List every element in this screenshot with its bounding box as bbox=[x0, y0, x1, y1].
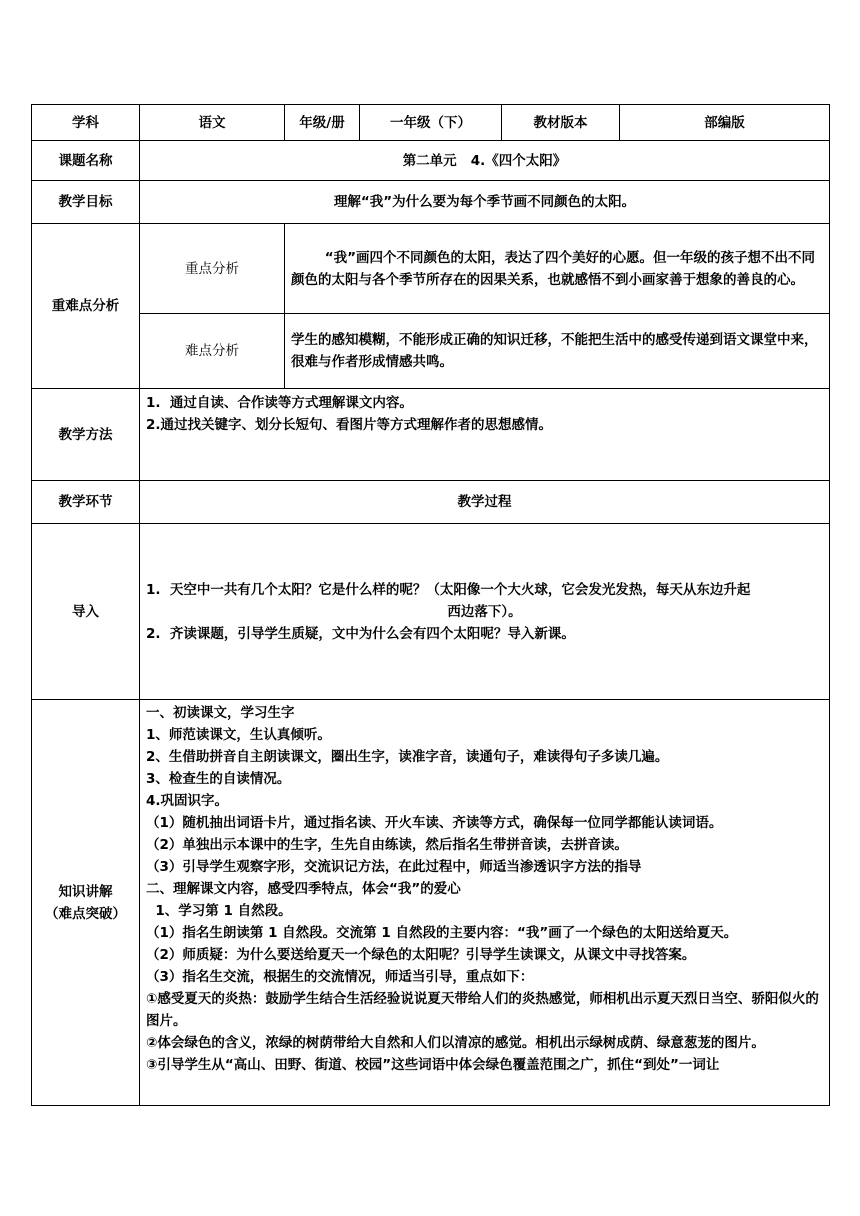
method-label: 教学方法 bbox=[32, 389, 140, 481]
key-analysis-label: 重点分析 bbox=[140, 224, 285, 314]
intro-line-1: 1. 天空中一共有几个太阳？它是什么样的呢？（太阳像一个大火球，它会发光发热，每天从东边升起 bbox=[146, 581, 751, 598]
knowledge-row bbox=[32, 700, 830, 1106]
knowledge-line-10: 1、学习第 1 自然段。 bbox=[146, 903, 292, 919]
knowledge-sublabel: （难点突破） bbox=[45, 905, 126, 922]
subject-label: 学科 bbox=[32, 105, 140, 141]
knowledge-line-2: 1、师范读课文，生认真倾听。 bbox=[146, 727, 331, 743]
process-value: 教学过程 bbox=[140, 481, 830, 524]
knowledge-line-7: （2）单独出示本课中的生字，生先自由练读，然后指名生带拼音读，去拼音读。 bbox=[146, 837, 628, 853]
edition-label: 教材版本 bbox=[502, 105, 620, 141]
header-row bbox=[32, 105, 830, 141]
subject-value: 语文 bbox=[140, 105, 285, 141]
method-line-1: 1. 通过自读、合作读等方式理解课文内容。 bbox=[146, 395, 413, 411]
key-analysis-cell bbox=[285, 224, 830, 314]
knowledge-line-6: （1）随机抽出词语卡片，通过指名读、开火车读、齐读等方式，确保每一位同学都能认读词语。 bbox=[146, 815, 723, 831]
knowledge-line-5: 4.巩固识字。 bbox=[146, 793, 229, 809]
knowledge-line-12: （2）师质疑：为什么要送给夏天一个绿色的太阳呢？引导学生读课文，从课文中寻找答案。 bbox=[146, 947, 696, 963]
knowledge-line-8: （3）引导学生观察字形，交流识记方法，在此过程中，师适当渗透识字方法的指导 bbox=[146, 859, 642, 875]
intro-line-2: 2. 齐读课题，引导学生质疑，文中为什么会有四个太阳呢？导入新课。 bbox=[146, 625, 575, 642]
knowledge-label-cell bbox=[32, 700, 140, 1106]
intro-line-1b: 西边落下）。 bbox=[447, 603, 522, 620]
hard-analysis-label: 难点分析 bbox=[140, 314, 285, 389]
edition-value: 部编版 bbox=[620, 105, 830, 141]
lesson-plan-table bbox=[31, 104, 830, 1106]
key-analysis-row bbox=[32, 224, 830, 314]
topic-value: 第二单元 4.《四个太阳》 bbox=[140, 141, 830, 181]
knowledge-line-9: 二、理解课文内容，感受四季特点，体会“我”的爱心 bbox=[146, 881, 461, 897]
knowledge-line-16: ③引导学生从“高山、田野、街道、校园”这些词语中体会绿色覆盖范围之广，抓住“到处”一词让 bbox=[146, 1057, 720, 1073]
intro-label: 导入 bbox=[32, 524, 140, 700]
knowledge-line-3: 2、生借助拼音自主朗读课文，圈出生字，读准字音，读通句子，难读得句子多读几遍。 bbox=[146, 749, 669, 765]
process-header-row bbox=[32, 481, 830, 524]
process-label: 教学环节 bbox=[32, 481, 140, 524]
intro-cell bbox=[140, 524, 830, 700]
knowledge-line-13: （3）指名生交流，根据生的交流情况，师适当引导，重点如下： bbox=[146, 969, 534, 985]
knowledge-line-11: （1）指名生朗读第 1 自然段。交流第 1 自然段的主要内容：“我”画了一个绿色的太阳送给夏天。 bbox=[146, 925, 738, 941]
knowledge-label: 知识讲解 bbox=[58, 883, 113, 900]
knowledge-line-1: 一、初读课文，学习生字 bbox=[146, 705, 295, 721]
method-cell bbox=[140, 389, 830, 481]
intro-row bbox=[32, 524, 830, 700]
method-row bbox=[32, 389, 830, 481]
knowledge-cell bbox=[140, 700, 830, 1106]
method-line-2: 2.通过找关键字、划分长短句、看图片等方式理解作者的思想感情。 bbox=[146, 417, 553, 433]
goal-row bbox=[32, 181, 830, 224]
key-analysis-text: “我”画四个不同颜色的太阳，表达了四个美好的心愿。但一年级的孩子想不出不同颜色的太阳与各个季节所存在的因果关系，也就感悟不到小画家善于想象的善良的心。 bbox=[291, 249, 815, 288]
goal-label: 教学目标 bbox=[32, 181, 140, 224]
grade-label: 年级/册 bbox=[285, 105, 360, 141]
knowledge-line-14: ①感受夏天的炎热：鼓励学生结合生活经验说说夏天带给人们的炎热感觉，师相机出示夏天烈日当空、骄阳似火的图片。 bbox=[146, 991, 819, 1029]
topic-label: 课题名称 bbox=[32, 141, 140, 181]
knowledge-line-15: ②体会绿色的含义，浓绿的树荫带给大自然和人们以清凉的感觉。相机出示绿树成荫、绿意葱茏的图片。 bbox=[146, 1035, 765, 1051]
difficulty-label: 重难点分析 bbox=[32, 224, 140, 389]
hard-analysis-text: 学生的感知模糊，不能形成正确的知识迁移，不能把生活中的感受传递到语文课堂中来，很难与作者形成情感共鸣。 bbox=[291, 332, 818, 370]
grade-value: 一年级（下） bbox=[360, 105, 502, 141]
hard-analysis-cell bbox=[285, 314, 830, 389]
knowledge-line-4: 3、检查生的自读情况。 bbox=[146, 771, 291, 787]
goal-value: 理解“我”为什么要为每个季节画不同颜色的太阳。 bbox=[140, 181, 830, 224]
hard-analysis-row bbox=[32, 314, 830, 389]
topic-row bbox=[32, 141, 830, 181]
